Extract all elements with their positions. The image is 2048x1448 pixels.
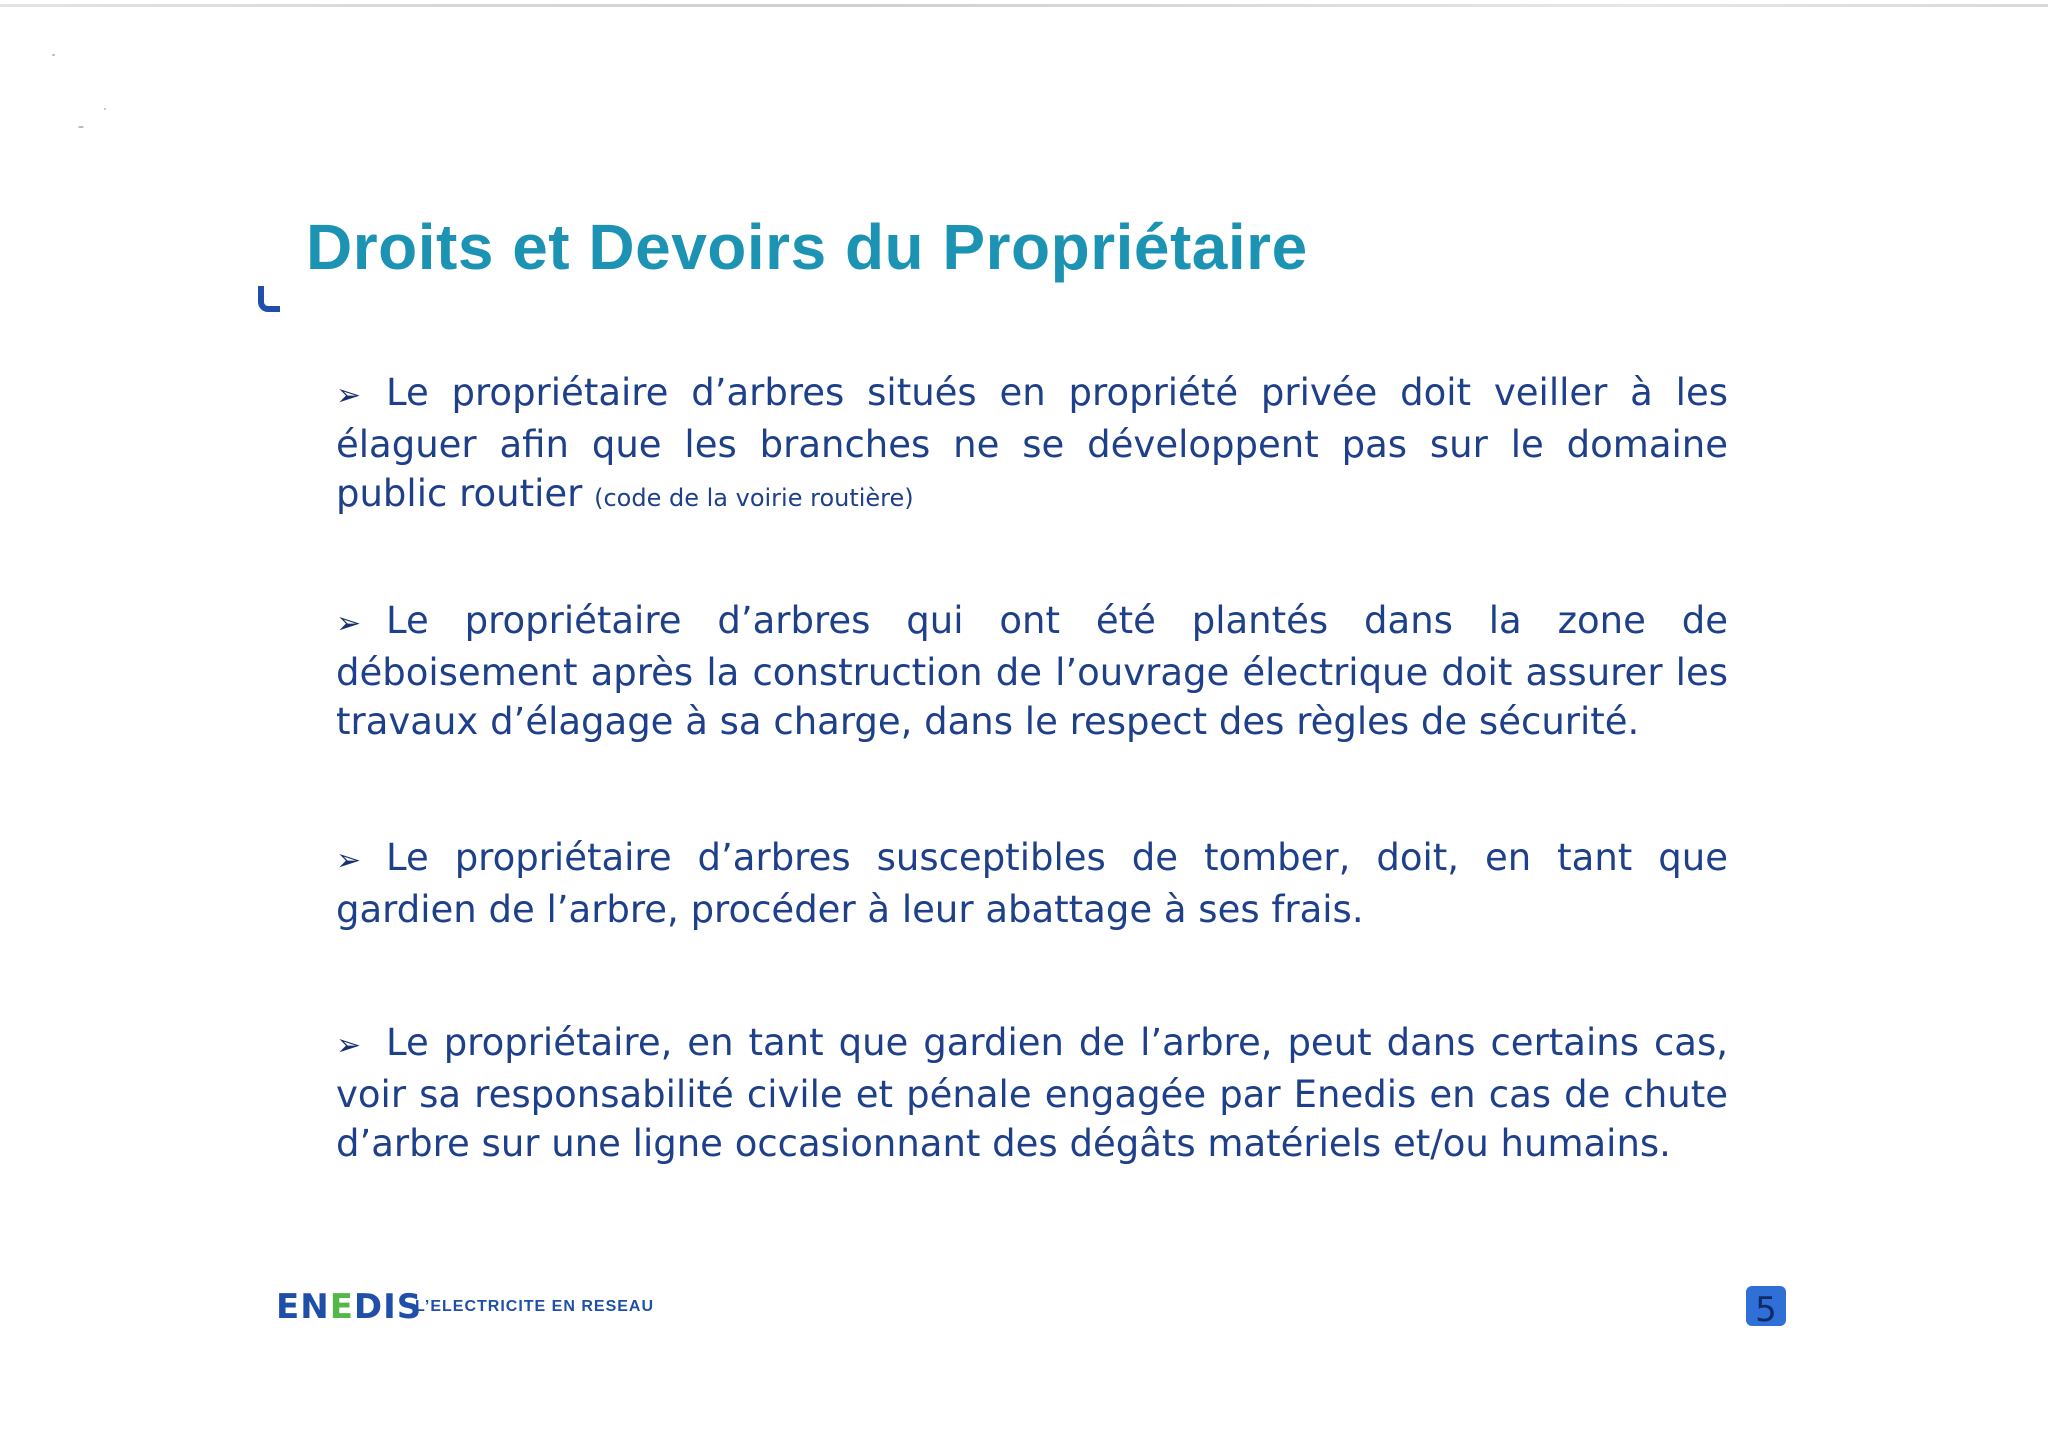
bullet-text: Le propriétaire d’arbres situés en propriété privée doit veiller à les élaguer afin que les branches ne se développent pas sur le domaine public routier (336, 371, 1728, 515)
bullet-note: (code de la voirie routière) (594, 484, 914, 512)
bullet-item (336, 368, 1728, 523)
arrow-bullet-icon: ➢ (336, 606, 362, 641)
logo-accent: E (329, 1287, 354, 1327)
bullet-item (336, 833, 1728, 934)
arrow-bullet-icon: ➢ (336, 1028, 362, 1063)
title-bracket-decoration (258, 286, 280, 312)
footer-tagline: L’ELECTRICITE EN RESEAU (415, 1298, 655, 1315)
page-title: Droits et Devoirs du Propriétaire (306, 211, 1308, 283)
scan-edge-line (0, 4, 2048, 7)
bullet-text: Le propriétaire d’arbres qui ont été plantés dans la zone de déboisement après la construction de l’ouvrage électrique doit assurer les travaux d’élagage à sa charge, dans le respect des règles de sécurité. (336, 599, 1728, 743)
bullet-text: Le propriétaire d’arbres susceptibles de tomber, doit, en tant que gardien de l’arbre, procéder à leur abattage à ses frais. (336, 836, 1728, 931)
bullet-item (336, 596, 1728, 746)
arrow-bullet-icon: ➢ (336, 378, 362, 413)
page-number-badge: 5 (1746, 1286, 1786, 1326)
bullet-item (336, 1018, 1728, 1168)
bullet-text: Le propriétaire, en tant que gardien de l’arbre, peut dans certains cas, voir sa responsabilité civile et pénale engagée par Enedis en cas de chute d’arbre sur une ligne occasionnant des dégâts matériels et/ou humains. (336, 1021, 1728, 1165)
enedis-logo (276, 1287, 422, 1327)
scan-speck (104, 108, 106, 110)
logo-suffix: DIS (353, 1287, 423, 1327)
scan-speck (52, 54, 55, 56)
arrow-bullet-icon: ➢ (336, 843, 362, 878)
scan-speck (78, 126, 84, 128)
logo-prefix: EN (276, 1287, 330, 1327)
